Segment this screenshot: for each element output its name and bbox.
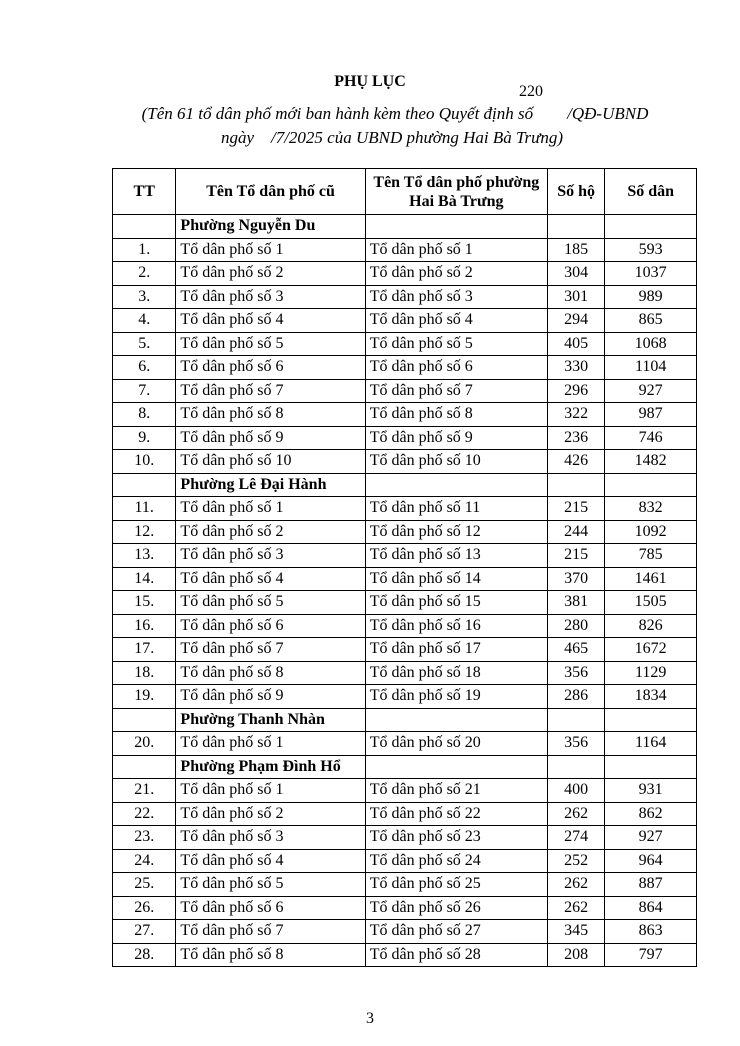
cell-tt: 25.	[113, 873, 176, 897]
cell-population: 1834	[605, 685, 697, 709]
cell-population: 987	[605, 403, 697, 427]
cell-tt: 26.	[113, 896, 176, 920]
cell-new-name: Tổ dân phố số 27	[365, 920, 547, 944]
cell-tt: 12.	[113, 520, 176, 544]
cell-households	[547, 473, 604, 497]
table-row	[113, 614, 697, 638]
cell-households: 274	[547, 826, 604, 850]
ward-name: Phường Thanh Nhàn	[176, 708, 365, 732]
cell-population: 862	[605, 802, 697, 826]
cell-population: 1672	[605, 638, 697, 662]
cell-new	[365, 708, 547, 732]
table-row	[113, 426, 697, 450]
cell-new-name: Tổ dân phố số 6	[365, 356, 547, 380]
cell-new-name: Tổ dân phố số 17	[365, 638, 547, 662]
cell-old-name: Tổ dân phố số 8	[176, 661, 365, 685]
table-row	[113, 262, 697, 286]
table-row	[113, 920, 697, 944]
cell-population: 1068	[605, 332, 697, 356]
cell-new-name: Tổ dân phố số 5	[365, 332, 547, 356]
cell-households: 370	[547, 567, 604, 591]
table-row	[113, 520, 697, 544]
cell-old-name: Tổ dân phố số 5	[176, 332, 365, 356]
cell-old-name: Tổ dân phố số 2	[176, 262, 365, 286]
cell-new-name: Tổ dân phố số 8	[365, 403, 547, 427]
table-row	[113, 779, 697, 803]
residential-groups-table	[112, 168, 697, 967]
table-row	[113, 685, 697, 709]
cell-new-name: Tổ dân phố số 16	[365, 614, 547, 638]
table-row	[113, 356, 697, 380]
cell-households	[547, 708, 604, 732]
cell-new-name: Tổ dân phố số 23	[365, 826, 547, 850]
cell-population	[605, 708, 697, 732]
cell-tt	[113, 473, 176, 497]
cell-old-name: Tổ dân phố số 1	[176, 732, 365, 756]
table-row	[113, 802, 697, 826]
cell-population: 1104	[605, 356, 697, 380]
cell-households: 280	[547, 614, 604, 638]
header-new-name: Tên Tổ dân phố phường Hai Bà Trưng	[365, 169, 547, 215]
cell-population: 797	[605, 943, 697, 967]
ward-row	[113, 473, 697, 497]
cell-households: 465	[547, 638, 604, 662]
cell-tt: 16.	[113, 614, 176, 638]
cell-population: 887	[605, 873, 697, 897]
table-row	[113, 873, 697, 897]
cell-population: 927	[605, 379, 697, 403]
cell-old-name: Tổ dân phố số 6	[176, 356, 365, 380]
cell-tt: 8.	[113, 403, 176, 427]
cell-population: 1482	[605, 450, 697, 474]
cell-new-name: Tổ dân phố số 11	[365, 497, 547, 521]
cell-households: 426	[547, 450, 604, 474]
cell-population: 1129	[605, 661, 697, 685]
cell-old-name: Tổ dân phố số 2	[176, 520, 365, 544]
document-number: 220	[519, 83, 543, 100]
cell-population: 746	[605, 426, 697, 450]
cell-tt: 19.	[113, 685, 176, 709]
cell-tt: 7.	[113, 379, 176, 403]
cell-new-name: Tổ dân phố số 12	[365, 520, 547, 544]
header-tt: TT	[113, 169, 176, 215]
ward-row	[113, 215, 697, 239]
cell-old-name: Tổ dân phố số 5	[176, 591, 365, 615]
cell-population: 1037	[605, 262, 697, 286]
table-row	[113, 309, 697, 333]
cell-old-name: Tổ dân phố số 5	[176, 873, 365, 897]
cell-tt: 13.	[113, 544, 176, 568]
cell-households: 294	[547, 309, 604, 333]
ward-row	[113, 755, 697, 779]
table-row	[113, 238, 697, 262]
cell-population: 863	[605, 920, 697, 944]
cell-tt: 17.	[113, 638, 176, 662]
cell-population: 826	[605, 614, 697, 638]
cell-population: 927	[605, 826, 697, 850]
cell-old-name: Tổ dân phố số 4	[176, 567, 365, 591]
cell-new-name: Tổ dân phố số 14	[365, 567, 547, 591]
cell-households: 400	[547, 779, 604, 803]
cell-new-name: Tổ dân phố số 28	[365, 943, 547, 967]
table-row	[113, 450, 697, 474]
cell-households: 236	[547, 426, 604, 450]
cell-new-name: Tổ dân phố số 19	[365, 685, 547, 709]
page-number: 3	[366, 1010, 374, 1027]
cell-tt: 3.	[113, 285, 176, 309]
cell-old-name: Tổ dân phố số 10	[176, 450, 365, 474]
cell-tt: 22.	[113, 802, 176, 826]
cell-population: 931	[605, 779, 697, 803]
cell-households	[547, 755, 604, 779]
cell-population: 1092	[605, 520, 697, 544]
table-row	[113, 497, 697, 521]
cell-households: 345	[547, 920, 604, 944]
cell-old-name: Tổ dân phố số 6	[176, 614, 365, 638]
ward-row	[113, 708, 697, 732]
cell-new-name: Tổ dân phố số 20	[365, 732, 547, 756]
cell-tt: 14.	[113, 567, 176, 591]
cell-old-name: Tổ dân phố số 8	[176, 403, 365, 427]
cell-households: 262	[547, 873, 604, 897]
cell-households: 208	[547, 943, 604, 967]
ward-name: Phường Phạm Đình Hổ	[176, 755, 365, 779]
cell-old-name: Tổ dân phố số 4	[176, 849, 365, 873]
cell-new-name: Tổ dân phố số 7	[365, 379, 547, 403]
cell-households: 286	[547, 685, 604, 709]
cell-households: 252	[547, 849, 604, 873]
cell-population: 832	[605, 497, 697, 521]
cell-population: 989	[605, 285, 697, 309]
cell-old-name: Tổ dân phố số 4	[176, 309, 365, 333]
cell-old-name: Tổ dân phố số 1	[176, 497, 365, 521]
header-population: Số dân	[605, 169, 697, 215]
cell-tt: 6.	[113, 356, 176, 380]
table-row	[113, 638, 697, 662]
cell-new-name: Tổ dân phố số 13	[365, 544, 547, 568]
header-old-name: Tên Tổ dân phố cũ	[176, 169, 365, 215]
cell-new-name: Tổ dân phố số 9	[365, 426, 547, 450]
cell-population	[605, 755, 697, 779]
cell-new-name: Tổ dân phố số 25	[365, 873, 547, 897]
cell-households: 262	[547, 896, 604, 920]
cell-new-name: Tổ dân phố số 26	[365, 896, 547, 920]
cell-old-name: Tổ dân phố số 1	[176, 238, 365, 262]
table-row	[113, 403, 697, 427]
cell-old-name: Tổ dân phố số 3	[176, 826, 365, 850]
cell-population: 864	[605, 896, 697, 920]
cell-tt: 9.	[113, 426, 176, 450]
cell-households: 304	[547, 262, 604, 286]
cell-tt: 1.	[113, 238, 176, 262]
cell-tt: 21.	[113, 779, 176, 803]
cell-households: 185	[547, 238, 604, 262]
cell-new	[365, 755, 547, 779]
table-row	[113, 379, 697, 403]
cell-tt	[113, 755, 176, 779]
cell-tt: 20.	[113, 732, 176, 756]
table-row	[113, 332, 697, 356]
cell-new-name: Tổ dân phố số 24	[365, 849, 547, 873]
cell-new-name: Tổ dân phố số 1	[365, 238, 547, 262]
cell-tt: 5.	[113, 332, 176, 356]
cell-old-name: Tổ dân phố số 9	[176, 426, 365, 450]
table-row	[113, 732, 697, 756]
table-row	[113, 849, 697, 873]
table-row	[113, 661, 697, 685]
ward-name: Phường Lê Đại Hành	[176, 473, 365, 497]
cell-new-name: Tổ dân phố số 2	[365, 262, 547, 286]
cell-households: 296	[547, 379, 604, 403]
cell-households: 262	[547, 802, 604, 826]
cell-households: 244	[547, 520, 604, 544]
cell-new-name: Tổ dân phố số 15	[365, 591, 547, 615]
cell-old-name: Tổ dân phố số 7	[176, 920, 365, 944]
cell-households: 322	[547, 403, 604, 427]
table-header-row	[113, 169, 697, 215]
cell-households: 330	[547, 356, 604, 380]
cell-tt: 10.	[113, 450, 176, 474]
table-row	[113, 896, 697, 920]
cell-old-name: Tổ dân phố số 1	[176, 779, 365, 803]
cell-old-name: Tổ dân phố số 3	[176, 285, 365, 309]
cell-new-name: Tổ dân phố số 3	[365, 285, 547, 309]
cell-tt: 18.	[113, 661, 176, 685]
cell-tt: 27.	[113, 920, 176, 944]
table-row	[113, 285, 697, 309]
table-row	[113, 826, 697, 850]
table-row	[113, 544, 697, 568]
cell-old-name: Tổ dân phố số 9	[176, 685, 365, 709]
table-row	[113, 591, 697, 615]
cell-tt	[113, 215, 176, 239]
subtitle-line-1: (Tên 61 tổ dân phố mới ban hành kèm theo Quyết định số /QĐ-UBND	[141, 104, 649, 123]
cell-population	[605, 215, 697, 239]
cell-households: 405	[547, 332, 604, 356]
cell-households: 301	[547, 285, 604, 309]
cell-old-name: Tổ dân phố số 7	[176, 638, 365, 662]
table-row	[113, 567, 697, 591]
cell-households: 215	[547, 544, 604, 568]
cell-tt: 23.	[113, 826, 176, 850]
cell-new-name: Tổ dân phố số 21	[365, 779, 547, 803]
cell-population	[605, 473, 697, 497]
cell-tt: 11.	[113, 497, 176, 521]
cell-new-name: Tổ dân phố số 4	[365, 309, 547, 333]
cell-old-name: Tổ dân phố số 6	[176, 896, 365, 920]
cell-tt: 15.	[113, 591, 176, 615]
cell-new-name: Tổ dân phố số 18	[365, 661, 547, 685]
header-households: Số hộ	[547, 169, 604, 215]
cell-old-name: Tổ dân phố số 2	[176, 802, 365, 826]
cell-households: 381	[547, 591, 604, 615]
page-title: PHỤ LỤC	[334, 73, 406, 90]
cell-tt: 2.	[113, 262, 176, 286]
cell-households: 215	[547, 497, 604, 521]
cell-new	[365, 473, 547, 497]
cell-old-name: Tổ dân phố số 3	[176, 544, 365, 568]
cell-households: 356	[547, 732, 604, 756]
cell-population: 964	[605, 849, 697, 873]
cell-new-name: Tổ dân phố số 10	[365, 450, 547, 474]
cell-tt	[113, 708, 176, 732]
table-row	[113, 943, 697, 967]
cell-households: 356	[547, 661, 604, 685]
cell-population: 1505	[605, 591, 697, 615]
cell-tt: 28.	[113, 943, 176, 967]
ward-name: Phường Nguyễn Du	[176, 215, 365, 239]
cell-tt: 4.	[113, 309, 176, 333]
cell-new-name: Tổ dân phố số 22	[365, 802, 547, 826]
cell-population: 785	[605, 544, 697, 568]
cell-old-name: Tổ dân phố số 7	[176, 379, 365, 403]
cell-old-name: Tổ dân phố số 8	[176, 943, 365, 967]
cell-population: 593	[605, 238, 697, 262]
cell-population: 1461	[605, 567, 697, 591]
table-body	[113, 215, 697, 967]
cell-households	[547, 215, 604, 239]
cell-population: 1164	[605, 732, 697, 756]
cell-population: 865	[605, 309, 697, 333]
subtitle-line-2: ngày /7/2025 của UBND phường Hai Bà Trưng)	[220, 128, 564, 147]
cell-new	[365, 215, 547, 239]
cell-tt: 24.	[113, 849, 176, 873]
